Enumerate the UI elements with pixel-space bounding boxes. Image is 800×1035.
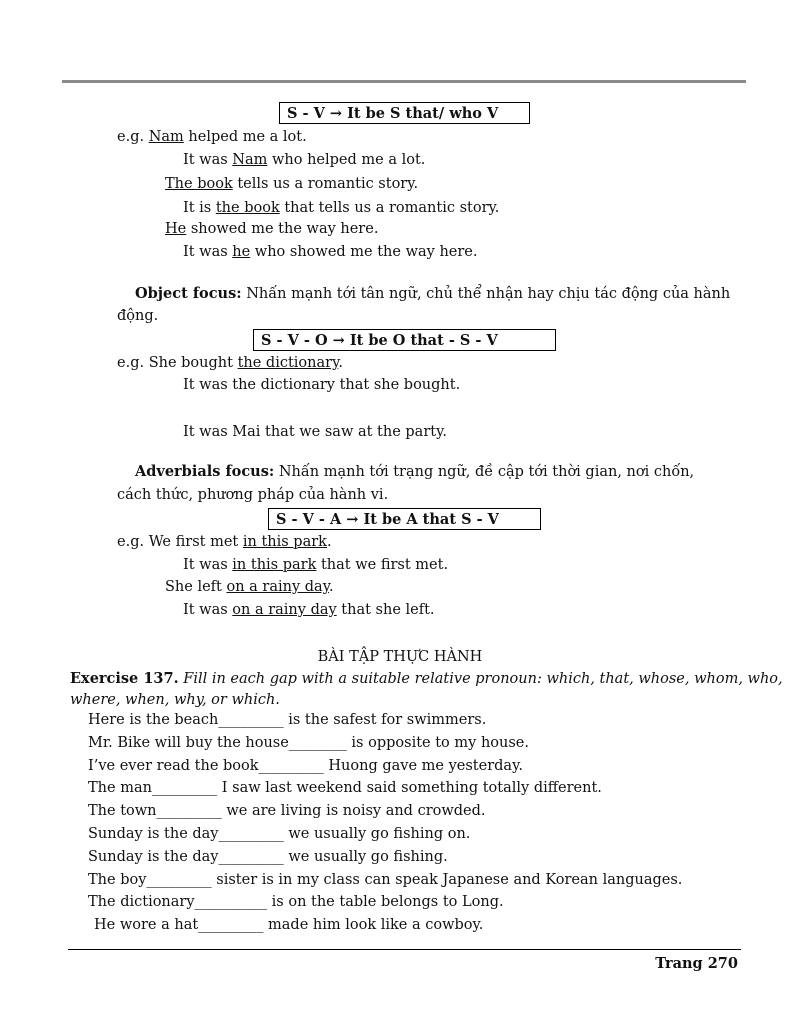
subject-formula: S - V → It be S that/ who V bbox=[287, 105, 499, 122]
adverbial-focus-desc-line-1: Adverbials focus: Nhấn mạnh tới trạng ngữ, đề cập tới thời gian, nơi chốn, bbox=[135, 463, 695, 480]
exercise-item-4: The man_________ I saw last weekend said something totally different. bbox=[88, 780, 602, 796]
exercise-item-6: Sunday is the day_________ we usually go fishing on. bbox=[88, 826, 471, 842]
subject-example-1: e.g. Nam helped me a lot. bbox=[117, 129, 307, 145]
page-number: Trang 270 bbox=[655, 955, 738, 972]
object-formula: S - V - O → It be O that - S - V bbox=[261, 332, 498, 349]
adverbial-example-1: e.g. We first met in this park. bbox=[117, 534, 332, 550]
exercise-item-7: Sunday is the day_________ we usually go fishing. bbox=[88, 849, 448, 865]
object-example-3: It was Mai that we saw at the party. bbox=[183, 424, 447, 440]
bottom-rule bbox=[68, 949, 741, 950]
adverbial-formula-box bbox=[268, 508, 541, 530]
adverbial-example-2: It was in this park that we first met. bbox=[183, 557, 449, 573]
adverbial-example-3: She left on a rainy day. bbox=[165, 579, 334, 595]
subject-example-3: The book tells us a romantic story. bbox=[165, 176, 419, 192]
practice-section-title: BÀI TẬP THỰC HÀNH bbox=[317, 649, 483, 665]
object-focus-desc-line-1: Object focus: Nhấn mạnh tới tân ngữ, chủ thể nhận hay chịu tác động của hành bbox=[135, 285, 731, 302]
exercise-instruction-line-2: where, when, why, or which. bbox=[70, 692, 280, 708]
object-focus-desc-line-2: động. bbox=[117, 308, 159, 324]
adverbial-example-4: It was on a rainy day that she left. bbox=[183, 602, 435, 618]
object-example-1: e.g. She bought the dictionary. bbox=[117, 355, 343, 371]
exercise-item-1: Here is the beach_________ is the safest for swimmers. bbox=[88, 712, 487, 728]
subject-formula-box bbox=[279, 102, 530, 124]
subject-example-5: He showed me the way here. bbox=[165, 221, 379, 237]
exercise-item-8: The boy_________ sister is in my class can speak Japanese and Korean languages. bbox=[88, 872, 683, 888]
exercise-item-5: The town_________ we are living is noisy and crowded. bbox=[88, 803, 486, 819]
exercise-item-9: The dictionary__________ is on the table belongs to Long. bbox=[88, 894, 504, 910]
adverbial-focus-desc-line-2: cách thức, phương pháp của hành vi. bbox=[117, 487, 389, 503]
exercise-item-10: He wore a hat_________ made him look like a cowboy. bbox=[94, 917, 484, 933]
subject-example-2: It was Nam who helped me a lot. bbox=[183, 152, 426, 168]
adverbial-formula: S - V - A → It be A that S - V bbox=[276, 511, 499, 528]
top-rule bbox=[62, 80, 746, 83]
subject-example-4: It is the book that tells us a romantic story. bbox=[183, 200, 500, 216]
subject-example-6: It was he who showed me the way here. bbox=[183, 244, 478, 260]
object-formula-box bbox=[253, 329, 556, 351]
exercise-item-2: Mr. Bike will buy the house________ is opposite to my house. bbox=[88, 735, 529, 751]
exercise-instruction-line-1: Exercise 137. Fill in each gap with a suitable relative pronoun: which, that, whose, whom, who, bbox=[70, 670, 783, 687]
exercise-item-3: I’ve ever read the book_________ Huong gave me yesterday. bbox=[88, 758, 523, 774]
object-example-2: It was the dictionary that she bought. bbox=[183, 377, 461, 393]
adverbial-focus-heading: Adverbials focus: bbox=[135, 463, 275, 480]
exercise-label: Exercise 137. bbox=[70, 670, 179, 687]
object-focus-heading: Object focus: bbox=[135, 285, 242, 302]
